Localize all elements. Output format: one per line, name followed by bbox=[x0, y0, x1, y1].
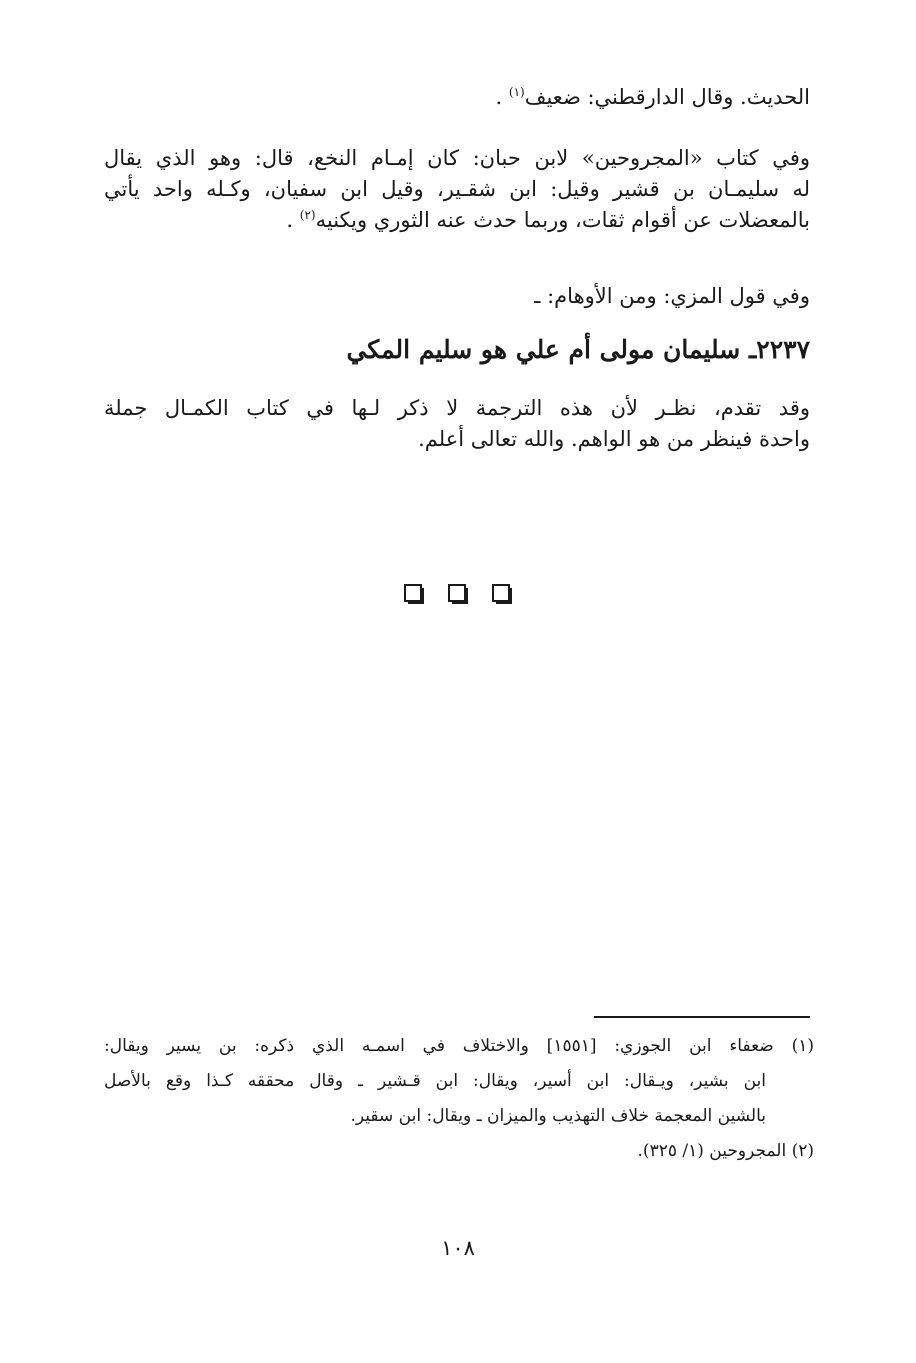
line-end: . bbox=[286, 208, 300, 232]
text-line bbox=[104, 205, 810, 236]
footnote-separator bbox=[594, 1016, 810, 1018]
text-line: وفي كتاب «المجروحين» لابن حبان: كان إمـام النخع، قال: وهو الذي يقال bbox=[104, 146, 810, 170]
page-number: ١٠٨ bbox=[441, 1236, 475, 1260]
text-line: واحدة فينظر من هو الواهم. والله تعالى أعلم. bbox=[418, 427, 810, 451]
text-line: له سليمـان بن قشير وقيل: ابن شقـير، وقيل ابن سفيان، وكـله واحد يأتي bbox=[104, 177, 810, 201]
footnote-1-line: بالشين المعجمة خلاف التهذيب والميزان ـ ويقال: ابن سقير. bbox=[350, 1106, 766, 1126]
entry-heading: ٢٢٣٧ـ سليمان مولى أم علي هو سليم المكي bbox=[346, 335, 810, 364]
line-end: . bbox=[495, 85, 509, 109]
section-end-ornaments bbox=[0, 584, 916, 614]
main-line-1 bbox=[104, 82, 810, 113]
ornament-square-icon bbox=[404, 584, 424, 604]
ornament-square-icon bbox=[448, 584, 468, 604]
footnote-ref-1[interactable]: (١) bbox=[508, 85, 525, 99]
line-text: الحديث. وقال الدارقطني: ضعيف bbox=[524, 85, 810, 109]
footnotes bbox=[104, 1029, 814, 1169]
paragraph-3 bbox=[104, 281, 810, 312]
footnote-ref-2[interactable]: (٢) bbox=[299, 208, 316, 222]
text-line: وفي قول المزي: ومن الأوهام: ـ bbox=[534, 284, 810, 308]
text-line: وقد تقدم، نظـر لأن هذه الترجمة لا ذكر لـها في كتاب الكمـال جملة bbox=[104, 396, 810, 420]
ornament-square-icon bbox=[492, 584, 512, 604]
line-text: بالمعضلات عن أقوام ثقات، وربما حدث عنه الثوري ويكنيه bbox=[315, 208, 810, 232]
footnote-1-line: (١) ضعفاء ابن الجوزي: [١٥٥١] والاختلاف في اسمـه الذي ذكره: بن يسير ويقال: bbox=[104, 1036, 814, 1056]
paragraph-4 bbox=[104, 393, 810, 455]
footnote-2: (٢) المجروحين (١/ ٣٢٥). bbox=[637, 1141, 814, 1161]
footnote-1-line: ابن بشير، ويـقال: ابن أسير، ويقال: ابن قـشير ـ وقال محققه كـذا وقع بالأصل bbox=[104, 1071, 766, 1091]
paragraph-2 bbox=[104, 143, 810, 236]
text-line bbox=[104, 82, 810, 113]
